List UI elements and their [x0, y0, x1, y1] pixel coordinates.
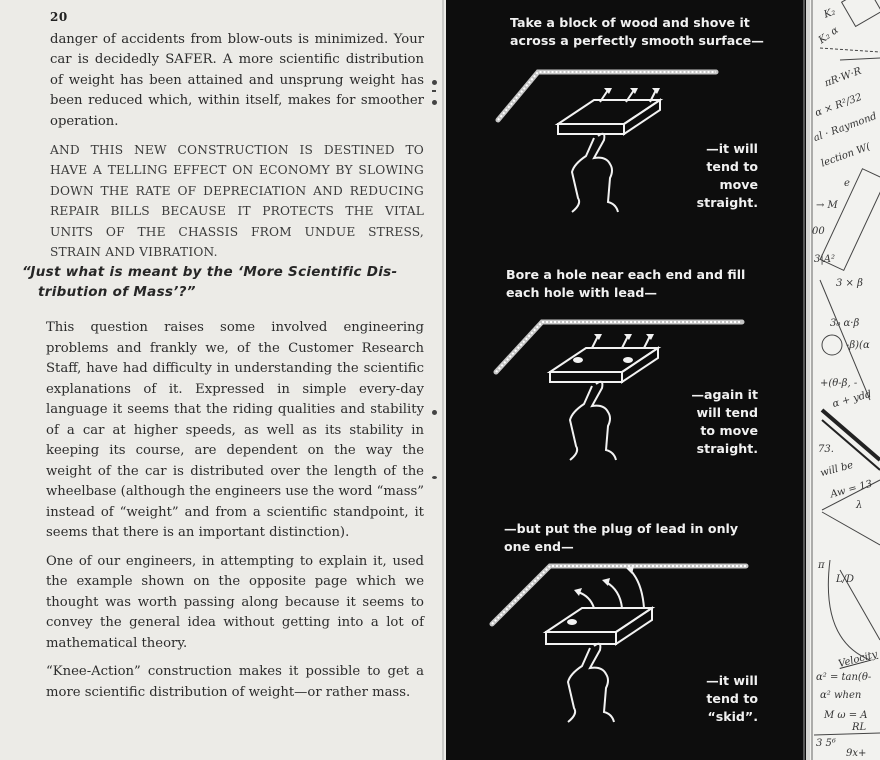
side-caption-2-line-3: to move	[700, 423, 758, 438]
note: → M	[816, 200, 838, 211]
note: 3₀ α·β	[830, 318, 860, 329]
side-caption-3-line-3: “skid”.	[707, 709, 758, 724]
side-caption-1-line-1: —it will	[706, 141, 758, 156]
caption-3-line-2: one end—	[504, 539, 574, 554]
side-caption-2-line-1: —again it	[691, 387, 758, 402]
paragraph-safety: danger of accidents from blow-outs is minimized. Your car is decidedly SAFER. A more scientific distribution of weight has been attained and unsprung weight has been reduced which, within itself, makes for smoother operation.	[50, 32, 424, 129]
note: M ω = A	[824, 710, 868, 721]
note: 73.	[818, 444, 834, 455]
panel-edge	[803, 0, 805, 760]
side-caption-1-line-3: move	[719, 177, 758, 192]
page-number: 20	[50, 10, 68, 24]
note: will be	[819, 459, 855, 480]
note: al · Raymond	[812, 110, 879, 145]
intro-text	[50, 30, 424, 270]
paragraph-engineer-example: One of our engineers, in attempting to explain it, used the example shown on the opposite page which we thought was worth passing along because it seems to convey the general idea without getting into a lot of mathematical theory.	[46, 553, 424, 651]
side-caption-1-line-2: tend to	[706, 159, 758, 174]
question-heading	[22, 262, 422, 302]
note: RL	[852, 722, 867, 733]
paragraph-explanation: This question raises some involved engineering problems and frankly we, of the Customer Research Staff, have had difficulty in understanding the scientific explanations of it. Expressed in simple every-day language it seems that the riding qualities and stability of a car at higher speeds, as well as its stability in keeping its course, are dependent on the way the weight of the car is distributed over the length of the wheelbase (although the engineers use the word “mass” instead of “weight” and from a scientific standpoint, it seems that there is an important distinction).	[46, 320, 424, 540]
note: Velocity	[837, 649, 879, 670]
binding-mark	[432, 100, 437, 105]
note: α × R²/32	[813, 91, 864, 120]
side-caption-2-line-4: straight.	[696, 441, 758, 456]
note: -β)(α	[846, 340, 870, 351]
paragraph-knee-action: “Knee-Action” construction makes it possible to get a more scientific distribution of weight—or rather mass.	[46, 664, 424, 700]
answer-text	[46, 318, 424, 711]
note: e	[844, 178, 850, 189]
note: Aw = 13	[829, 478, 874, 501]
note: 3 5⁶	[816, 738, 836, 749]
note: K₂	[822, 6, 838, 21]
side-caption-3	[668, 672, 758, 726]
side-caption-1	[678, 140, 758, 212]
note: lection W(	[819, 141, 873, 170]
note: α² = tan(θ-	[816, 672, 872, 683]
binding-mark	[432, 80, 437, 85]
caption-3-line-1: —but put the plug of lead in only	[504, 521, 739, 536]
illustration-panel	[446, 0, 806, 760]
caption-3	[504, 520, 738, 556]
side-caption-1-line-4: straight.	[696, 195, 758, 210]
side-caption-3-line-1: —it will	[706, 673, 758, 688]
gutter-line	[442, 0, 444, 760]
caption-1-line-1: Take a block of wood and shove it	[510, 15, 750, 30]
note: +(θ-β, -	[820, 378, 858, 389]
note: α² when	[820, 690, 862, 701]
binding-mark	[432, 90, 436, 92]
caption-1	[510, 14, 764, 50]
note: πR·W·R	[823, 65, 864, 90]
note: 3|A²	[814, 254, 835, 265]
paragraph-economy: AND THIS NEW CONSTRUCTION IS DESTINED TO HAVE A TELLING EFFECT ON ECONOMY BY SLOWING DOWN THE RATE OF DEPRECIATION AND REDUCING REPAIR BILLS BECAUSE IT PROTECTS THE VITAL UNITS OF THE CHASSIS FROM UNDUE STRESS, STRAIN AND VIBRATION.	[50, 143, 424, 260]
handwritten-notes-strip	[810, 0, 880, 760]
caption-2-line-2: each hole with lead—	[506, 285, 658, 300]
note: K₂ α	[816, 24, 841, 47]
note: L/D	[836, 574, 855, 585]
binding-mark	[432, 476, 437, 479]
note: π	[818, 560, 825, 571]
binding-mark	[432, 410, 437, 415]
side-caption-2	[668, 386, 758, 458]
heading-line-1: “Just what is meant by the ‘More Scientific Dis-	[22, 264, 398, 280]
note: λ	[856, 500, 863, 511]
side-caption-3-line-2: tend to	[706, 691, 758, 706]
heading-line-2: tribution of Mass’?”	[38, 284, 196, 300]
caption-2	[506, 266, 745, 302]
note: 00	[812, 226, 825, 237]
note: 3 × β	[836, 278, 863, 289]
caption-1-line-2: across a perfectly smooth surface—	[510, 33, 764, 48]
note: 9x+	[846, 748, 867, 759]
note: α + ydd	[831, 389, 873, 410]
caption-2-line-1: Bore a hole near each end and fill	[506, 267, 746, 282]
side-caption-2-line-2: will tend	[696, 405, 758, 420]
